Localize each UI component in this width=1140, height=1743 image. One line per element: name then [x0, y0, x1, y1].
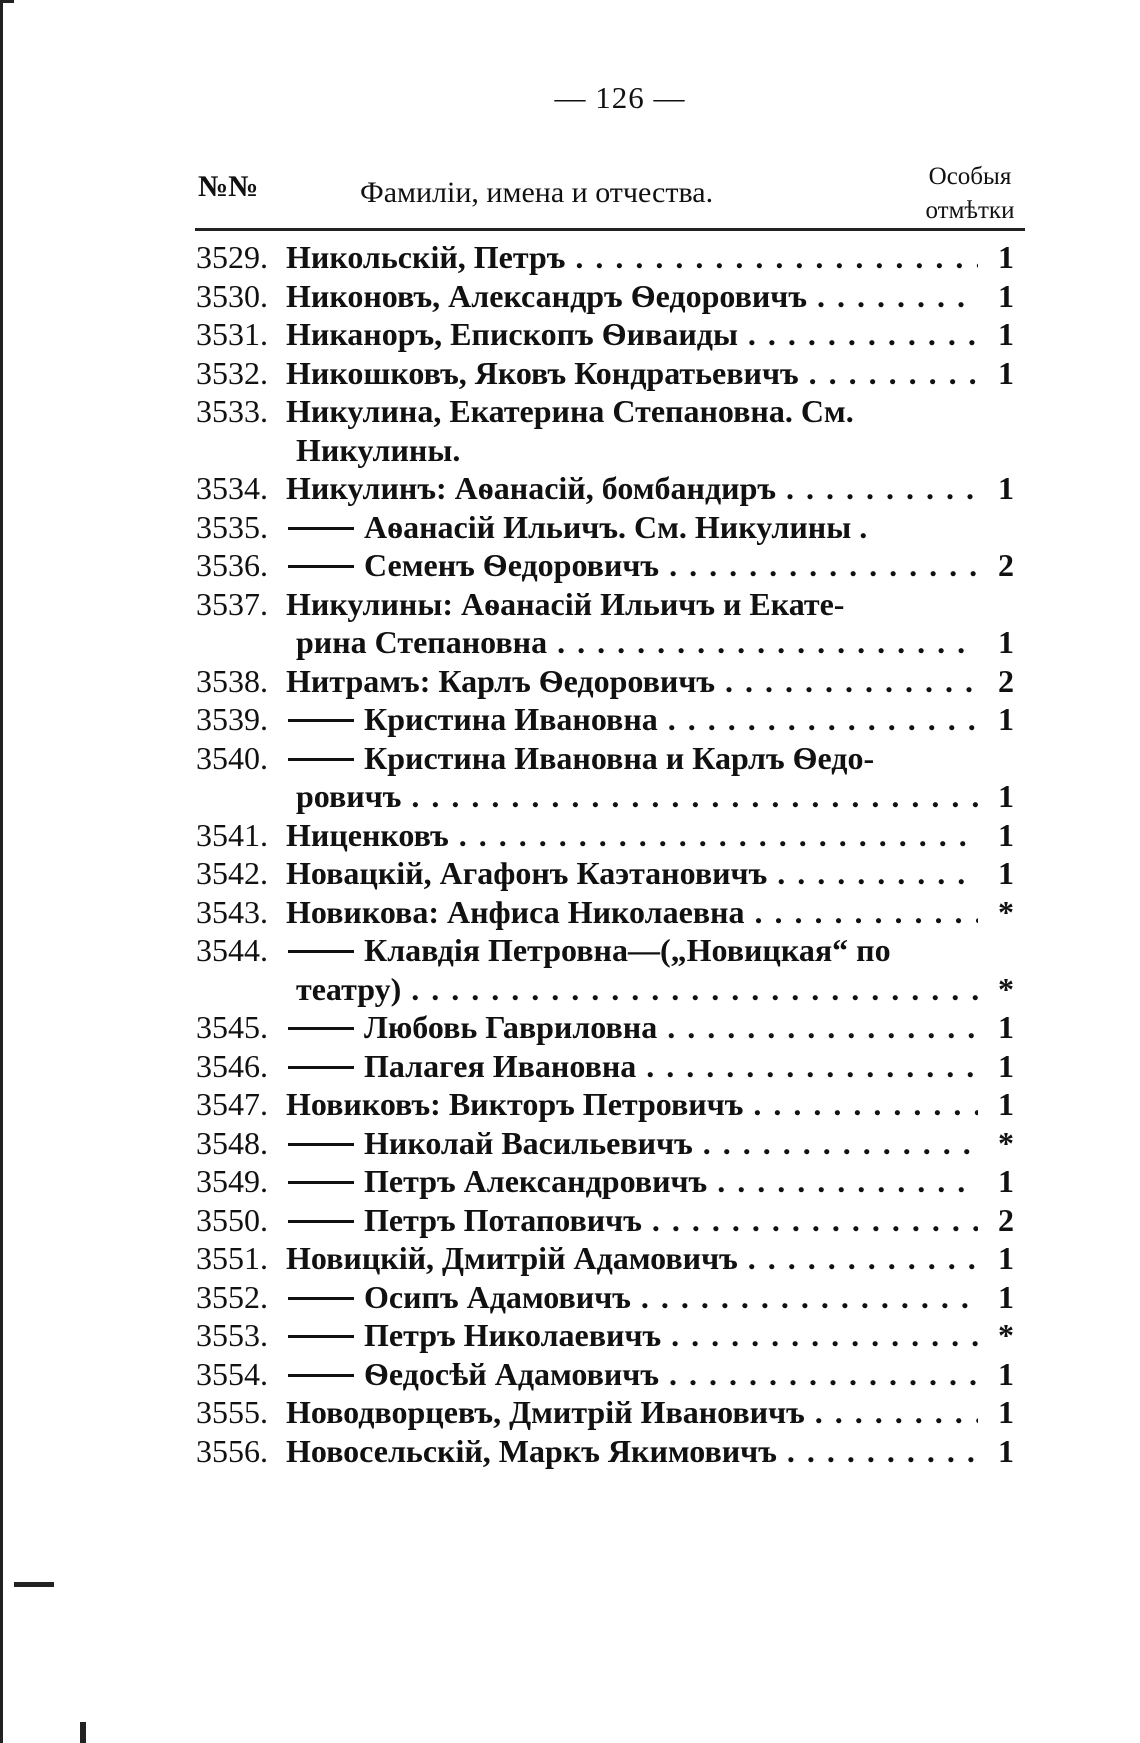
ink-speck: [14, 1582, 54, 1587]
entry-mark: *: [998, 1317, 1014, 1353]
entry-name: [286, 1316, 978, 1355]
entry-name: [286, 1008, 978, 1047]
entry-number: 3545.: [196, 1009, 268, 1045]
entry-line: [196, 1278, 1026, 1317]
entry-name: [286, 508, 978, 547]
entry-text: Петръ Потаповичъ: [364, 1201, 642, 1238]
entry-line: [196, 585, 1026, 624]
entry-mark: 1: [998, 701, 1014, 737]
entry-continuation: рина Степановна . . .: [296, 623, 978, 662]
header-number-column: №№: [198, 170, 259, 203]
entry-mark: 1: [998, 1009, 1014, 1045]
entry-number: 3555.: [196, 1394, 268, 1430]
entry-line: [196, 315, 1026, 354]
entry-text: Нитрамъ: Карлъ Ѳедоровичъ: [286, 662, 716, 699]
entry-mark: 1: [998, 1240, 1014, 1276]
entry-mark: 1: [998, 778, 1014, 814]
entry-text: Кристина Ивановна: [364, 701, 658, 737]
entry-line: [196, 1432, 1026, 1471]
entry-name: [286, 816, 978, 855]
entry-mark: 1: [998, 470, 1014, 506]
entry-name: [286, 469, 978, 508]
ditto-dash: [288, 1027, 354, 1030]
entry-number: 3544.: [196, 932, 268, 968]
entry-mark: 1: [998, 354, 1014, 391]
page-edge-top: [0, 0, 14, 3]
entry-number: 3532.: [196, 354, 268, 391]
ditto-dash: [288, 1297, 354, 1300]
page-edge-left: [0, 0, 3, 1743]
entry-number: 3543.: [196, 893, 268, 930]
entry-line: [196, 931, 1026, 970]
entry-line: [196, 662, 1026, 701]
ditto-dash: [288, 1335, 354, 1338]
entry-name: [286, 700, 978, 739]
entry-text: Кристина Ивановна и Карлъ Ѳедо-: [364, 739, 875, 776]
entry-line: [196, 354, 1026, 393]
entry-text: Ѳедосѣй Адамовичъ: [364, 1355, 659, 1392]
entry-mark: 1: [998, 1394, 1014, 1430]
entry-line: [196, 469, 1026, 508]
entry-line: [196, 816, 1026, 855]
entry-name: [286, 1047, 978, 1086]
entry-mark: 1: [998, 1432, 1014, 1469]
entry-mark: *: [998, 1124, 1014, 1161]
entry-mark: 2: [998, 1201, 1014, 1238]
entry-continuation: Никулины.: [296, 431, 461, 468]
entry-name: [286, 1393, 978, 1432]
entry-text: Ниценковъ: [286, 816, 449, 853]
entry-text: Семенъ Ѳедоровичъ: [364, 547, 660, 583]
entry-number: 3554.: [196, 1355, 268, 1392]
entry-number: 3530.: [196, 277, 268, 314]
entry-continuation-line: [196, 777, 1026, 816]
entry-number: 3546.: [196, 1047, 268, 1084]
entry-number: 3533.: [196, 393, 268, 429]
entry-line: [196, 1316, 1026, 1355]
entry-name: [286, 546, 978, 585]
entry-name: [286, 354, 978, 393]
ditto-dash: [288, 1181, 354, 1184]
entry-text: Новацкій, Агафонъ Каэтановичъ: [286, 855, 768, 891]
entry-line: [196, 700, 1026, 739]
entry-mark: 1: [998, 1086, 1014, 1122]
entry-continuation: ровичъ . . .: [296, 777, 978, 816]
entry-text: Николай Васильевичъ: [364, 1124, 693, 1161]
entry-line: [196, 238, 1026, 277]
entry-continuation-line: [196, 623, 1026, 662]
entry-name: [286, 1278, 978, 1317]
entry-line: [196, 546, 1026, 585]
entry-text: Палагея Ивановна: [364, 1047, 637, 1084]
entry-number: 3542.: [196, 855, 268, 891]
entry-number: 3531.: [196, 316, 268, 352]
entry-line: [196, 893, 1026, 932]
entry-mark: 1: [998, 239, 1014, 275]
entry-number: 3540.: [196, 739, 268, 776]
entry-text: Никулина, Екатерина Степановна. См.: [286, 393, 854, 429]
entry-line: [196, 739, 1026, 778]
entry-number: 3529.: [196, 239, 268, 275]
entry-text: Петръ Николаевичъ: [364, 1317, 662, 1353]
entry-text: Никулинъ: Аѳанасій, бомбандиръ: [286, 470, 777, 506]
entry-name: [286, 1432, 978, 1471]
entry-line: [196, 1124, 1026, 1163]
entry-text: Новикова: Анфиса Николаевна: [286, 893, 745, 930]
entry-number: 3537.: [196, 585, 268, 622]
entry-line: [196, 277, 1026, 316]
entry-name: [286, 315, 978, 354]
entry-mark: 1: [998, 624, 1014, 660]
ditto-dash: [288, 527, 354, 530]
entry-number: 3556.: [196, 1432, 268, 1469]
ditto-dash: [288, 950, 354, 953]
entry-name: [286, 392, 978, 431]
entry-mark: *: [998, 970, 1014, 1007]
entry-text: Клавдія Петровна—(„Новицкая“ по: [364, 932, 891, 968]
ditto-dash: [288, 1374, 354, 1377]
entry-line: [196, 1047, 1026, 1086]
entry-continuation-line: [196, 970, 1026, 1009]
entry-number: 3550.: [196, 1201, 268, 1238]
entry-mark: 1: [998, 316, 1014, 352]
entry-text: Новодворцевъ, Дмитрій Ивановичъ: [286, 1394, 805, 1430]
entry-mark: 1: [998, 855, 1014, 891]
entry-name: [286, 277, 978, 316]
entry-name: [286, 238, 978, 277]
entry-mark: 1: [998, 816, 1014, 853]
entry-number: 3551.: [196, 1240, 268, 1276]
entry-line: [196, 1393, 1026, 1432]
entry-number: 3553.: [196, 1317, 268, 1353]
entry-line: [196, 392, 1026, 431]
entry-line: [196, 854, 1026, 893]
entry-text: Аѳанасій Ильичъ. См. Никулины .: [364, 508, 868, 545]
entry-text: Никольскій, Петръ: [286, 239, 566, 275]
header-marks-line2: отмѣтки: [925, 197, 1015, 224]
entry-name: [286, 1124, 978, 1163]
entry-mark: 2: [998, 662, 1014, 699]
entry-mark: 1: [998, 1163, 1014, 1199]
entry-name: [286, 662, 978, 701]
entry-text: Новицкій, Дмитрій Адамовичъ: [286, 1240, 738, 1276]
entry-continuation-line: [196, 431, 1026, 470]
header-divider: [195, 228, 1025, 231]
ditto-dash: [288, 719, 354, 722]
ditto-dash: [288, 758, 354, 761]
entry-mark: *: [998, 893, 1014, 930]
entry-mark: 1: [998, 1047, 1014, 1084]
entry-text: Никоновъ, Александръ Ѳедоровичъ: [286, 277, 807, 314]
entry-mark: 1: [998, 277, 1014, 314]
entry-name: [286, 739, 978, 778]
header-marks-column: [905, 160, 1035, 228]
entry-number: 3549.: [196, 1163, 268, 1199]
entry-line: [196, 1239, 1026, 1278]
entry-text: Петръ Александровичъ: [364, 1163, 708, 1199]
entry-text: Никошковъ, Яковъ Кондратьевичъ: [286, 354, 799, 391]
entry-text: Никаноръ, Епископъ Ѳиваиды: [286, 316, 738, 352]
entry-line: [196, 1201, 1026, 1240]
entry-name: [286, 1201, 978, 1240]
entry-name: [286, 1355, 978, 1394]
register-entries: [196, 238, 1026, 1470]
entry-number: 3547.: [196, 1086, 268, 1122]
entry-text: Новосельскій, Маркъ Якимовичъ: [286, 1432, 777, 1469]
entry-mark: 1: [998, 1278, 1014, 1315]
page-number: — 126 —: [554, 80, 686, 115]
entry-mark: 1: [998, 1355, 1014, 1392]
entry-number: 3536.: [196, 547, 268, 583]
entry-line: [196, 1162, 1026, 1201]
header-marks-line1: Особыя: [928, 163, 1012, 190]
entry-number: 3541.: [196, 816, 268, 853]
header-name-column: Фамиліи, имена и отчества.: [360, 176, 714, 209]
entry-number: 3538.: [196, 662, 268, 699]
entry-name: [286, 1085, 978, 1124]
entry-line: [196, 1355, 1026, 1394]
entry-name: [286, 1162, 978, 1201]
ditto-dash: [288, 1143, 354, 1146]
entry-number: 3535.: [196, 508, 268, 545]
entry-mark: 2: [998, 547, 1014, 583]
entry-line: [196, 508, 1026, 547]
entry-name: [286, 931, 978, 970]
entry-line: [196, 1085, 1026, 1124]
entry-name: [286, 893, 978, 932]
ditto-dash: [288, 1066, 354, 1069]
entry-text: Любовь Гавриловна: [364, 1009, 658, 1045]
entry-name: [286, 854, 978, 893]
entry-text: Никулины: Аѳанасій Ильичъ и Екате-: [286, 585, 845, 622]
entry-line: [196, 1008, 1026, 1047]
entry-name: [286, 1239, 978, 1278]
entry-continuation: театру) . . .: [296, 970, 978, 1009]
entry-name: [286, 585, 978, 624]
entry-number: 3539.: [196, 701, 268, 737]
entry-number: 3534.: [196, 470, 268, 506]
ditto-dash: [288, 1220, 354, 1223]
entry-text: Новиковъ: Викторъ Петровичъ: [286, 1086, 744, 1122]
ditto-dash: [288, 565, 354, 568]
entry-text: Осипъ Адамовичъ: [364, 1278, 631, 1315]
entry-number: 3548.: [196, 1124, 268, 1161]
ink-speck: [80, 1722, 86, 1743]
entry-number: 3552.: [196, 1278, 268, 1315]
